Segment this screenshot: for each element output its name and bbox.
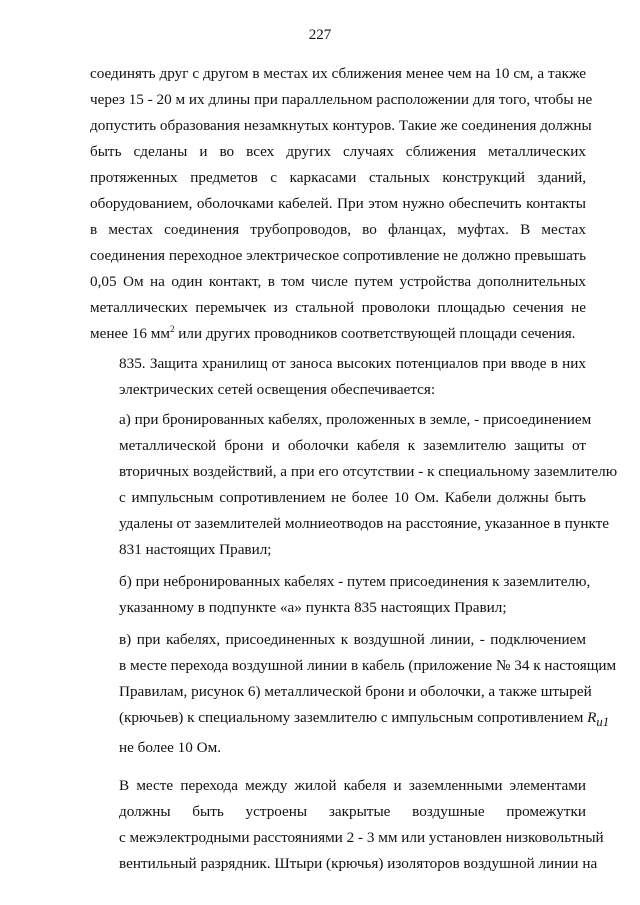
text-line: с межэлектродными расстояниями 2 - 3 мм или установлен низковольтный (119, 829, 604, 847)
paragraph-835 (90, 351, 586, 403)
text-line: вентильный разрядник. Штыри (крючья) изоляторов воздушной линии на (119, 855, 598, 873)
text-line: оборудованием, оболочками кабелей. При этом нужно обеспечить контакты (90, 195, 586, 212)
page-number: 227 (308, 27, 332, 43)
text-line: указанному в подпункте «а» пункта 835 настоящих Правил; (119, 599, 507, 616)
text-line: протяженных предметов с каркасами стальных конструкций зданий, (90, 169, 586, 186)
text-fragment: (крючьев) к специальному заземлителю с импульсным сопротивлением (119, 709, 588, 726)
text-line: а) при бронированных кабелях, проложенных в земле, - присоединением (119, 411, 592, 428)
text-line: быть сделаны и во всех других случаях сближения металлических (90, 143, 586, 160)
paragraph-air-gaps (90, 773, 604, 877)
text-line: соединять друг с другом в местах их сближения менее чем на 10 см, а также (90, 65, 586, 82)
text-line: электрических сетей освещения обеспечивается: (119, 381, 436, 398)
formula-symbol: R (587, 709, 597, 726)
text-line: допустить образования незамкнутых контуров. Такие же соединения должны (90, 117, 592, 134)
text-line: через 15 - 20 м их длины при параллельном расположении для того, чтобы не (90, 91, 593, 108)
text-line: Правилам, рисунок 6) металлической брони и оболочки, а также штырей (119, 683, 592, 700)
text-fragment: или других проводников соответствующей площади сечения. (174, 325, 576, 342)
text-line: В месте перехода между жилой кабеля и заземленными элементами (119, 777, 586, 795)
paragraph-item-v (90, 627, 617, 761)
text-line: в) при кабелях, присоединенных к воздушной линии, - подключением (119, 631, 586, 648)
text-line: 0,05 Ом на один контакт, в том числе путем устройства дополнительных (90, 273, 586, 290)
text-line: не более 10 Ом. (119, 739, 222, 757)
superscript: 2 (169, 324, 175, 334)
text-fragment: менее 16 мм (90, 325, 170, 342)
paragraph-grounding-contacts (90, 61, 593, 347)
text-line: должны быть устроены закрытые воздушные промежутки (119, 803, 586, 821)
paragraph-item-b (90, 569, 591, 621)
text-line: с импульсным сопротивлением не более 10 Ом. Кабели должны быть (119, 489, 586, 506)
formula-subscript: и1 (596, 715, 610, 730)
text-line (90, 705, 610, 735)
text-line: металлической брони и оболочки кабеля к заземлителю защиты от (119, 437, 586, 454)
text-line: соединения переходное электрическое сопротивление не должно превышать (90, 247, 586, 264)
text-line: 831 настоящих Правил; (119, 541, 272, 558)
text-line: вторичных воздействий, а при его отсутствии - к специальному заземлителю (119, 463, 618, 480)
body-text (90, 61, 618, 877)
text-line (90, 321, 586, 347)
text-line: металлических перемычек из стальной проволоки площадью сечения не (90, 299, 586, 316)
text-line: в месте перехода воздушной линии в кабель (приложение № 34 к настоящим (119, 657, 617, 674)
text-line: удалены от заземлителей молниеотводов на расстояние, указанное в пункте (119, 515, 610, 532)
text-line: б) при небронированных кабелях - путем присоединения к заземлителю, (119, 573, 591, 590)
text-line: в местах соединения трубопроводов, во фланцах, муфтах. В местах (90, 221, 586, 238)
text-line: 835. Защита хранилищ от заноса высоких потенциалов при вводе в них (119, 355, 586, 372)
paragraph-item-a (90, 407, 618, 563)
